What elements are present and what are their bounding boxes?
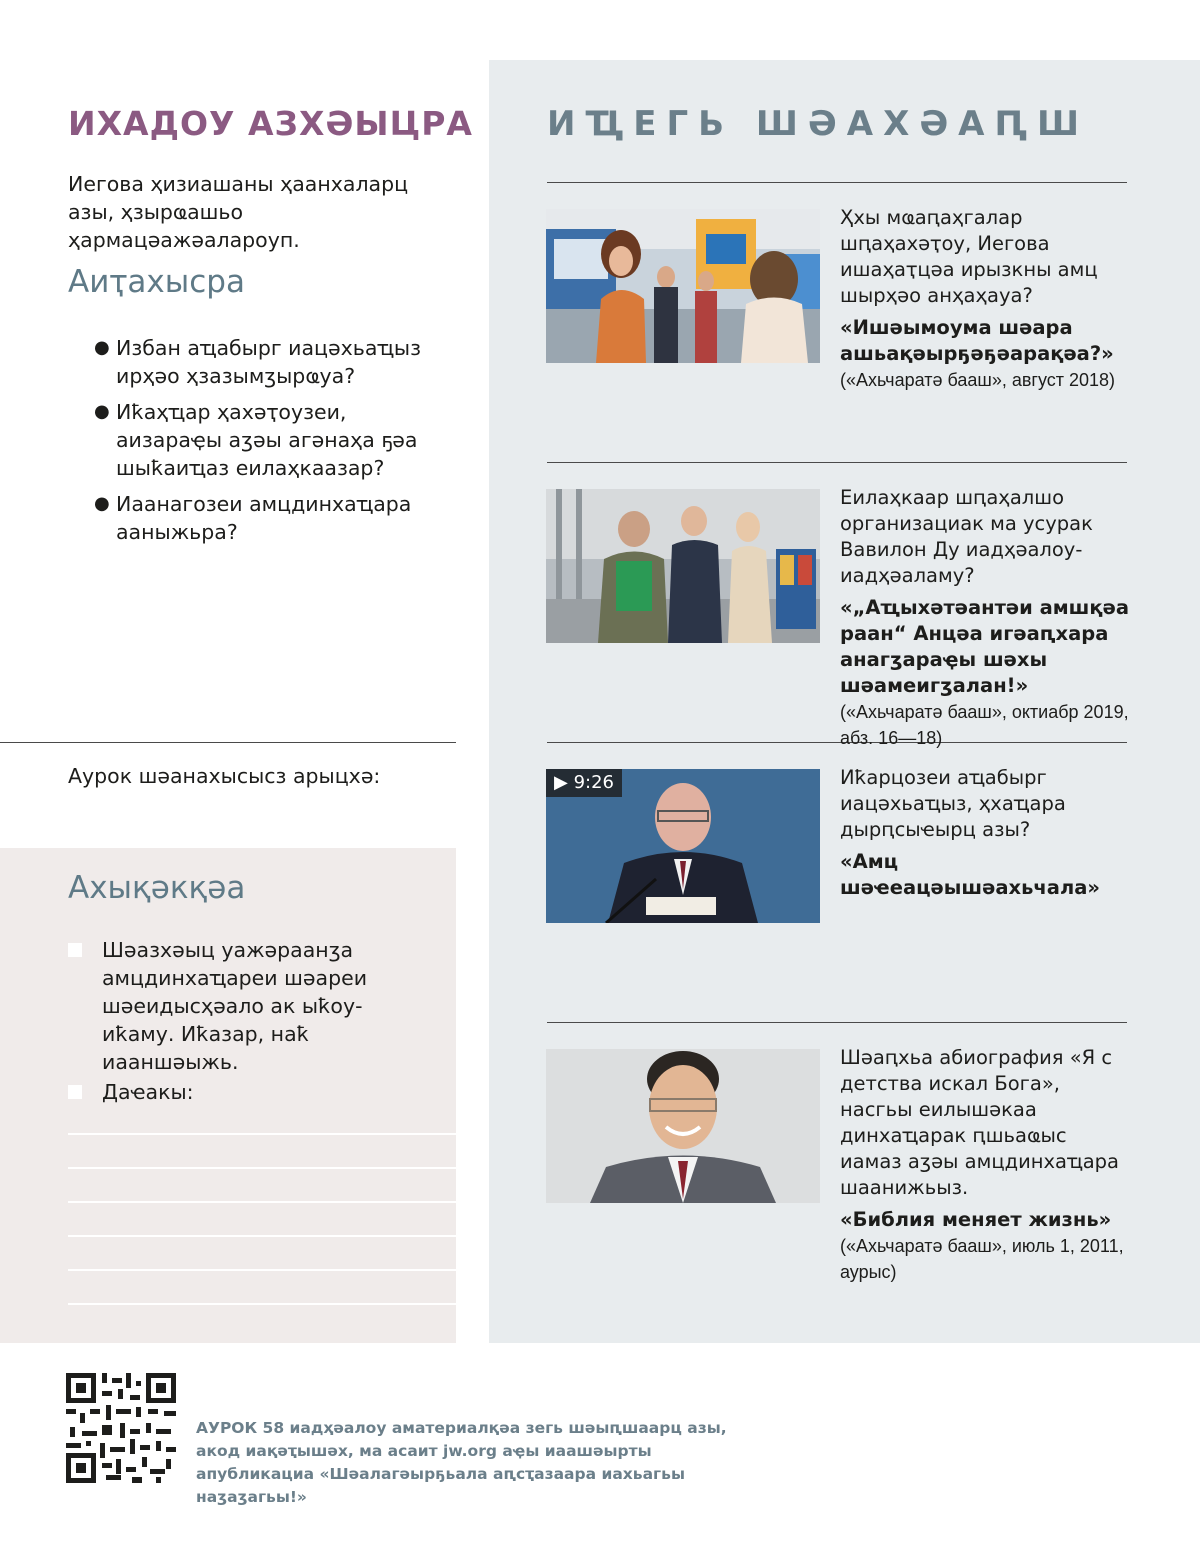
video-duration: 9:26	[573, 772, 614, 793]
article-source: («Ахьчаратә бааш», август 2018)	[840, 370, 1116, 390]
video-link-title[interactable]: «Амц шәҽеацәышәахьчала»	[840, 850, 1101, 899]
review-item	[94, 398, 454, 482]
photo-smiling-man-portrait[interactable]	[546, 1049, 820, 1203]
bullet-icon: ●	[94, 401, 110, 422]
article-source: («Ахьчаратә бааш», июль 1, 2011, аурыс)	[840, 1236, 1124, 1282]
footer-text: АУРОК 58 иадҳәалоу аматериалқәа зегь шәыԥшаарц азы, акод иақәҭышәх, ма асаит jw.org аҿы иаашәырты апубликациа «Шәалагәырҕьала аԥсҭазаара иахьагьы наӡаӡагьы!»	[196, 1419, 727, 1506]
explore-item	[840, 485, 1130, 751]
article-link[interactable]	[840, 595, 1130, 751]
explore-question: Шәаԥхьа абиография «Я с детства искал Бога», насгьы еилышәкаа динхаҵарак ԥшьаҩыс иамаз аӡәы амцдинхаҵара шаанижьыз.	[840, 1046, 1119, 1199]
challenge-item	[68, 1078, 428, 1106]
explore-question: Еилаҳкаар шԥаҳалшо организациак ма усурак Вавилон Ду иадҳәалоу-иадҳәаламу?	[840, 486, 1093, 587]
review-item	[94, 490, 454, 546]
lesson-date-label: Аурок шәанахысысз арыцхә:	[68, 764, 381, 788]
explore-question: Иҟарцозеи аҵабырг иацәхьаҵыз, ҳхаҵара дырԥсыҽырц азы?	[840, 766, 1066, 841]
review-item	[94, 334, 454, 390]
review-title: Аиҭахысра	[68, 264, 245, 300]
writing-line[interactable]	[68, 1303, 456, 1305]
writing-line[interactable]	[68, 1201, 456, 1203]
divider	[0, 742, 456, 743]
article-link-title[interactable]: «„Аҵыхәтәантәи амшқәа раан“ Анцәа игәаԥхара анагӡараҿы шәхы шәамеигӡалан!»	[840, 596, 1130, 697]
video-link[interactable]	[840, 849, 1130, 901]
review-list	[94, 334, 454, 554]
writing-line[interactable]	[68, 1235, 456, 1237]
checkbox-icon[interactable]	[68, 1085, 82, 1099]
article-link[interactable]	[840, 315, 1130, 393]
summary-title: ИХАДОУ АЗХӘЫЦРА	[68, 104, 473, 143]
bullet-icon: ●	[94, 493, 110, 514]
writing-line[interactable]	[68, 1133, 456, 1135]
writing-line[interactable]	[68, 1269, 456, 1271]
qr-code-icon[interactable]	[66, 1373, 176, 1483]
challenge-title: Ахықәкқәа	[68, 870, 246, 906]
review-item-text: Иаанагозеи амцдинхаҵара ааныжьра?	[116, 492, 412, 544]
explore-question: Ҳхы мҩаԥаҳгалар шԥаҳахәҭоу, Иегова ишаҳаҭцәа ирызкны амц шырҳәо анҳаҳауа?	[840, 206, 1098, 307]
challenge-item	[68, 936, 428, 1076]
article-link[interactable]	[840, 1207, 1130, 1285]
writing-line[interactable]	[68, 1167, 456, 1169]
challenge-item-text: Даҽакы:	[102, 1080, 194, 1104]
play-icon: ▶	[554, 772, 568, 793]
review-item-text: Иҟаҳҵар ҳахәҭоузеи, аизараҿы аӡәы агәнаҳа ҕәа шыҟаиҵаз еилаҳкаазар?	[116, 400, 418, 480]
divider	[547, 1022, 1127, 1023]
article-link-title[interactable]: «Ишәымоума шәара ашьақәырҕәҕәарақәа?»	[840, 316, 1114, 365]
explore-item	[840, 1045, 1130, 1285]
checkbox-icon[interactable]	[68, 943, 82, 957]
divider	[547, 182, 1127, 183]
explore-item	[840, 765, 1130, 901]
article-link-title[interactable]: «Библия меняет жизнь»	[840, 1208, 1112, 1231]
article-source: («Ахьчаратә бааш», октиабр 2019, абз. 16—18)	[840, 702, 1129, 748]
challenge-item-text: Шәазхәыц уажәраанӡа амцдинхаҵареи шәареи шәеидысҳәало ак ыҟоу-иҟаму. Иҟазар, наҟ иааншәыжь.	[102, 938, 368, 1074]
video-duration-badge	[546, 769, 622, 797]
explore-item	[840, 205, 1130, 393]
photo-speaker-talk[interactable]	[546, 769, 820, 923]
photo-people-reading-news[interactable]	[546, 209, 820, 363]
summary-text: Иегова ҳизиашаны ҳаанхаларц азы, ҳзырҩашьо ҳармацәажәалароуп.	[68, 172, 409, 252]
photo-witnesses-cart-street[interactable]	[546, 489, 820, 643]
bullet-icon: ●	[94, 337, 110, 358]
explore-title: ИҴЕГЬ ШӘАХӘАԤШ	[547, 104, 1090, 144]
divider	[547, 462, 1127, 463]
review-item-text: Избан аҵабырг иацәхьаҵыз ирҳәо ҳзазымӡырҩуа?	[116, 336, 421, 388]
